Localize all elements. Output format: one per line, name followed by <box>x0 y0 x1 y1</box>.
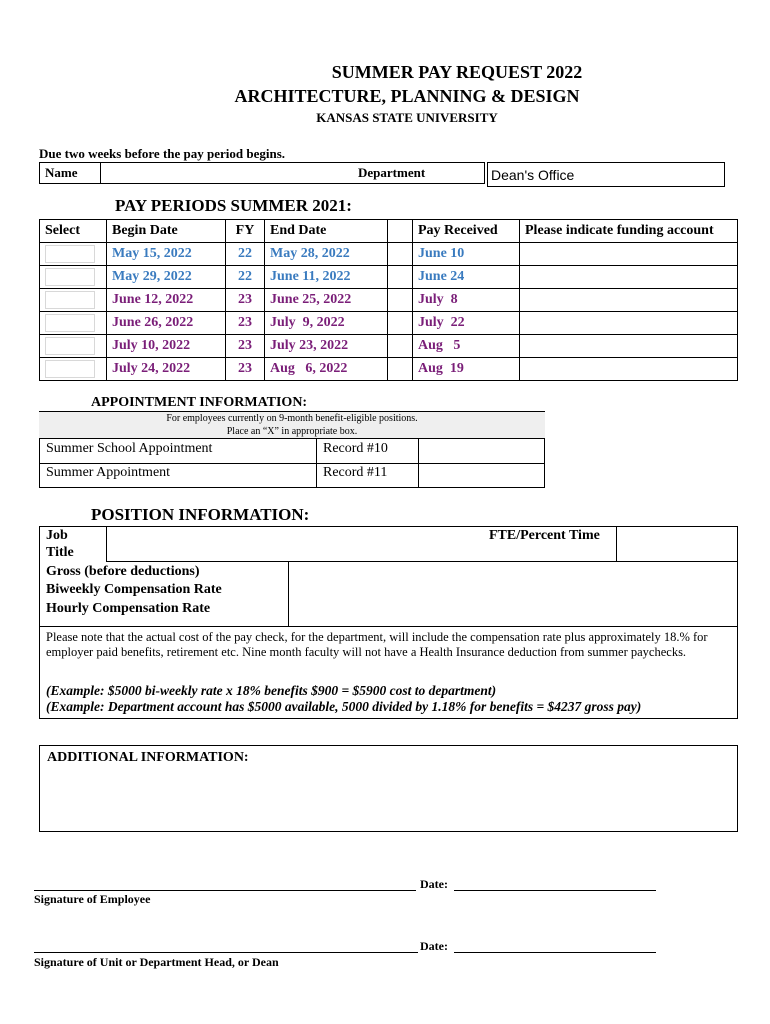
compensation-bottom <box>39 626 738 627</box>
spacer-cell <box>388 266 413 289</box>
pay-received: June 24 <box>413 266 520 289</box>
col-funding-header: Please indicate funding account <box>520 220 738 243</box>
name-divider <box>100 162 101 184</box>
pay-received: July 22 <box>413 312 520 335</box>
select-cell[interactable] <box>40 289 107 312</box>
name-label: Name <box>45 165 78 180</box>
position-heading: POSITION INFORMATION: <box>91 505 310 524</box>
table-row <box>40 289 738 312</box>
biweekly-label: Biweekly Compensation Rate <box>46 582 222 597</box>
table-row <box>40 266 738 289</box>
select-checkbox[interactable] <box>45 291 95 309</box>
select-checkbox[interactable] <box>45 245 95 263</box>
summer-appointment-label: Summer Appointment <box>46 465 171 480</box>
record-11: Record #11 <box>323 465 388 480</box>
gross-label: Gross (before deductions) <box>46 564 200 579</box>
col-select-header: Select <box>40 220 107 243</box>
cost-note: Please note that the actual cost of the pay check, for the department, will include the compensation rate plus approximately 18.% for employer paid benefits, retirement etc. Nine month faculty will not have a Health Insurance deduction from summer paychecks. <box>46 630 708 659</box>
select-checkbox[interactable] <box>45 268 95 286</box>
examples <box>46 683 732 715</box>
pay-received: July 8 <box>413 289 520 312</box>
funding-account-cell[interactable] <box>520 289 738 312</box>
begin-date: July 10, 2022 <box>107 335 226 358</box>
fiscal-year: 23 <box>226 358 265 381</box>
funding-account-cell[interactable] <box>520 266 738 289</box>
fiscal-year: 23 <box>226 289 265 312</box>
end-date: July 9, 2022 <box>265 312 388 335</box>
funding-account-cell[interactable] <box>520 243 738 266</box>
additional-info-label: ADDITIONAL INFORMATION: <box>47 750 249 765</box>
department-label: Department <box>358 165 426 180</box>
summer-school-label: Summer School Appointment <box>46 441 213 456</box>
form-title: SUMMER PAY REQUEST 2022 <box>331 62 583 82</box>
job-title-label-2: Title <box>46 545 74 560</box>
funding-account-cell[interactable] <box>520 358 738 381</box>
funding-account-cell[interactable] <box>520 335 738 358</box>
table-row <box>40 312 738 335</box>
table-row <box>40 358 738 381</box>
col-end-header: End Date <box>265 220 388 243</box>
end-date: Aug 6, 2022 <box>265 358 388 381</box>
employee-signature-line[interactable] <box>34 890 416 891</box>
pay-periods-table <box>39 219 738 381</box>
table-row <box>40 335 738 358</box>
appointment-heading: APPOINTMENT INFORMATION: <box>91 395 308 410</box>
summer-school-mark-box[interactable] <box>419 439 544 463</box>
university-name: KANSAS STATE UNIVERSITY <box>316 110 498 125</box>
begin-date: July 24, 2022 <box>107 358 226 381</box>
table-header-row <box>40 220 738 243</box>
pay-received: Aug 19 <box>413 358 520 381</box>
spacer-cell <box>388 358 413 381</box>
head-signature-label: Signature of Unit or Department Head, or Dean <box>34 955 279 969</box>
pay-received: June 10 <box>413 243 520 266</box>
record-10: Record #10 <box>323 441 388 456</box>
begin-date: June 12, 2022 <box>107 289 226 312</box>
due-note: Due two weeks before the pay period begins. <box>39 146 286 161</box>
col-spacer <box>388 220 413 243</box>
begin-date: May 15, 2022 <box>107 243 226 266</box>
select-cell[interactable] <box>40 266 107 289</box>
example-1: (Example: $5000 bi-weekly rate x 18% benefits $900 = $5900 cost to department) <box>46 683 497 698</box>
select-cell[interactable] <box>40 243 107 266</box>
col-fy-header: FY <box>226 220 265 243</box>
col-received-header: Pay Received <box>413 220 520 243</box>
job-title-field[interactable] <box>107 527 487 561</box>
hourly-label: Hourly Compensation Rate <box>46 601 211 616</box>
fte-label: FTE/Percent Time <box>489 528 600 543</box>
form-subtitle: ARCHITECTURE, PLANNING & DESIGN <box>234 86 580 106</box>
begin-date: May 29, 2022 <box>107 266 226 289</box>
fiscal-year: 23 <box>226 312 265 335</box>
fiscal-year: 22 <box>226 266 265 289</box>
appointment-note <box>39 412 545 439</box>
end-date: June 25, 2022 <box>265 289 388 312</box>
appointment-col-divider1 <box>316 438 317 488</box>
pay-received: Aug 5 <box>413 335 520 358</box>
appointment-note-line1: For employees currently on 9-month benefit-eligible positions. <box>166 413 418 424</box>
head-signature-line[interactable] <box>34 952 418 953</box>
table-row <box>40 243 738 266</box>
select-cell[interactable] <box>40 335 107 358</box>
select-cell[interactable] <box>40 358 107 381</box>
funding-account-cell[interactable] <box>520 312 738 335</box>
spacer-cell <box>388 335 413 358</box>
employee-signature-label: Signature of Employee <box>34 892 151 906</box>
end-date: July 23, 2022 <box>265 335 388 358</box>
spacer-cell <box>388 289 413 312</box>
select-checkbox[interactable] <box>45 314 95 332</box>
fiscal-year: 22 <box>226 243 265 266</box>
fte-field[interactable] <box>617 527 737 561</box>
end-date: June 11, 2022 <box>265 266 388 289</box>
spacer-cell <box>388 312 413 335</box>
head-date-line[interactable] <box>454 952 656 953</box>
job-title-label-1: Job <box>46 528 68 543</box>
select-cell[interactable] <box>40 312 107 335</box>
employee-date-label: Date: <box>420 877 448 891</box>
begin-date: June 26, 2022 <box>107 312 226 335</box>
summer-appointment-mark-box[interactable] <box>419 464 544 487</box>
example-2: (Example: Department account has $5000 available, 5000 divided by 1.18% for benefits = $4237 gross pay) <box>46 699 642 714</box>
select-checkbox[interactable] <box>45 360 95 378</box>
appointment-note-line2: Place an “X” in appropriate box. <box>226 426 358 437</box>
fiscal-year: 23 <box>226 335 265 358</box>
employee-date-line[interactable] <box>454 890 656 891</box>
col-begin-header: Begin Date <box>107 220 226 243</box>
end-date: May 28, 2022 <box>265 243 388 266</box>
head-date-label: Date: <box>420 939 448 953</box>
department-field[interactable]: Dean's Office <box>487 162 725 187</box>
pay-periods-heading: PAY PERIODS SUMMER 2021: <box>115 196 352 215</box>
select-checkbox[interactable] <box>45 337 95 355</box>
spacer-cell <box>388 243 413 266</box>
compensation-field[interactable] <box>289 562 737 626</box>
